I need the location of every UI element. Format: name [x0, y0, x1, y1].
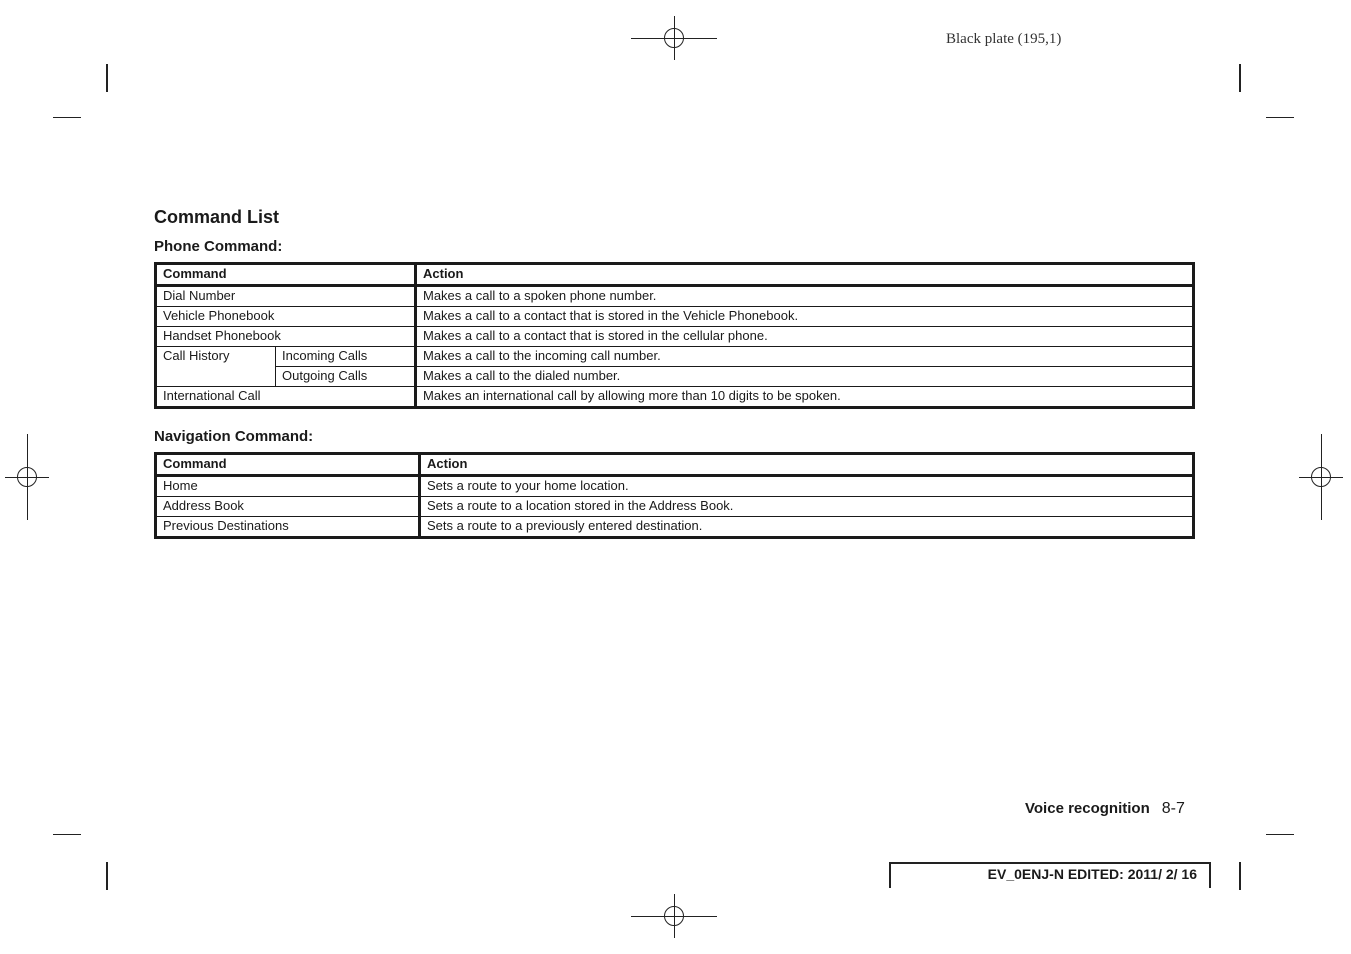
table-row [156, 476, 1194, 497]
table-row [156, 387, 1194, 408]
table-header-row [156, 264, 1194, 286]
command-cell: Home [156, 476, 420, 497]
column-header-action: Action [420, 454, 1194, 476]
table-row [156, 497, 1194, 517]
action-cell: Makes an international call by allowing more than 10 digits to be spoken. [416, 387, 1194, 408]
table-row [156, 367, 1194, 387]
action-cell: Makes a call to a spoken phone number. [416, 286, 1194, 307]
navigation-command-table [154, 452, 1195, 539]
command-cell: International Call [156, 387, 416, 408]
command-cell: Address Book [156, 497, 420, 517]
phone-command-heading: Phone Command: [154, 238, 283, 255]
crop-mark [53, 117, 81, 118]
page-number: 8-7 [1161, 800, 1185, 817]
command-cell: Dial Number [156, 286, 416, 307]
navigation-command-heading: Navigation Command: [154, 428, 314, 445]
registration-mark-left [5, 434, 49, 520]
column-header-command: Command [156, 264, 416, 286]
page-footer [1025, 800, 1185, 818]
crop-mark [1239, 64, 1241, 92]
call-history-cell: Call History [156, 347, 276, 387]
crop-mark [1239, 862, 1241, 890]
crop-mark [106, 862, 108, 890]
crop-mark [106, 64, 108, 92]
action-cell: Makes a call to the dialed number. [416, 367, 1194, 387]
registration-mark-bottom [631, 894, 717, 938]
crop-mark [1266, 834, 1294, 835]
action-cell: Makes a call to a contact that is stored in the cellular phone. [416, 327, 1194, 347]
action-cell: Sets a route to your home location. [420, 476, 1194, 497]
table-row [156, 286, 1194, 307]
action-cell: Sets a route to a previously entered destination. [420, 517, 1194, 538]
table-header-row [156, 454, 1194, 476]
table-row [156, 517, 1194, 538]
action-cell: Sets a route to a location stored in the Address Book. [420, 497, 1194, 517]
crop-mark [53, 834, 81, 835]
action-cell: Makes a call to a contact that is stored in the Vehicle Phonebook. [416, 307, 1194, 327]
column-header-command: Command [156, 454, 420, 476]
table-row [156, 347, 1194, 367]
phone-command-table [154, 262, 1195, 409]
action-cell: Makes a call to the incoming call number. [416, 347, 1194, 367]
crop-mark [1266, 117, 1294, 118]
edit-stamp: EV_0ENJ-N EDITED: 2011/ 2/ 16 [889, 862, 1211, 888]
command-cell: Handset Phonebook [156, 327, 416, 347]
command-cell: Outgoing Calls [276, 367, 416, 387]
command-cell: Vehicle Phonebook [156, 307, 416, 327]
registration-mark-right [1299, 434, 1343, 520]
column-header-action: Action [416, 264, 1194, 286]
command-cell: Incoming Calls [276, 347, 416, 367]
table-row [156, 307, 1194, 327]
plate-label: Black plate (195,1) [946, 31, 1062, 47]
section-title: Command List [154, 207, 280, 227]
footer-section-name: Voice recognition [1025, 800, 1150, 817]
table-row [156, 327, 1194, 347]
registration-mark-top [631, 16, 717, 60]
command-cell: Previous Destinations [156, 517, 420, 538]
